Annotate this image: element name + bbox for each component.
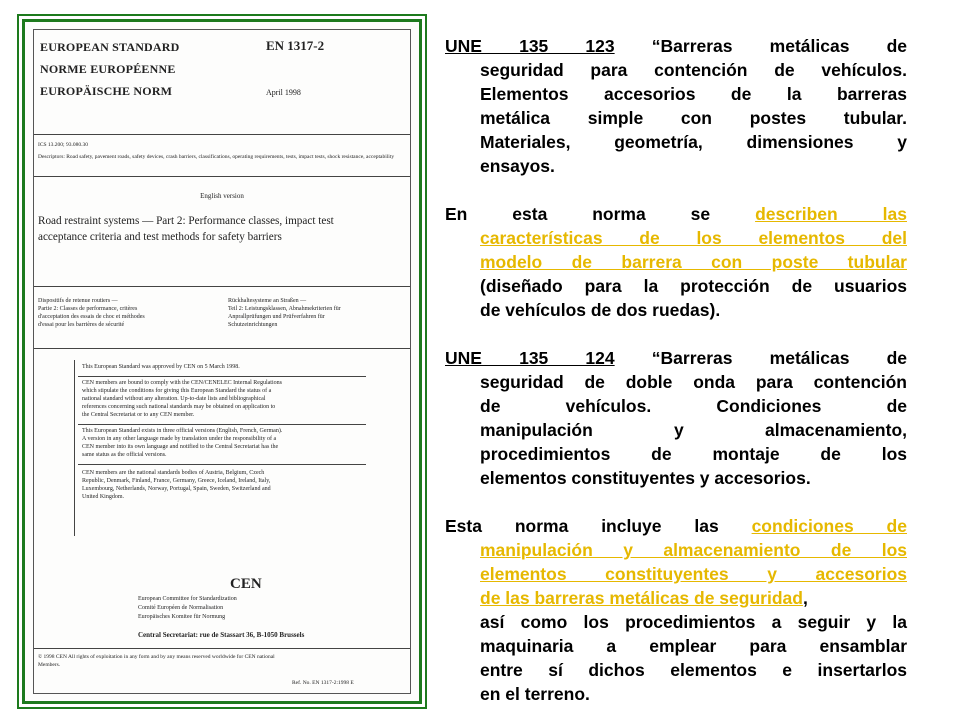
highlighted-phrase: manipulación y almacenamiento de los: [480, 540, 907, 560]
std-label-fr: NORME EUROPÉENNE: [40, 62, 176, 76]
text-line: ensayos.: [480, 156, 555, 176]
spacer: [445, 178, 907, 202]
std-label-en: EUROPEAN STANDARD: [40, 40, 180, 54]
text-line: seguridad de doble onda para contención: [480, 372, 907, 392]
text-line: en el terreno.: [480, 684, 590, 704]
descriptors: Descriptors: Road safety, pavement roads, safety devices, crash barriers, classifications, operating requirements, tests, impact tests, shock resistance, acceptability: [38, 154, 395, 160]
reference-number: Ref. No. EN 1317-2:1998 E: [292, 680, 354, 686]
divider: [34, 348, 410, 349]
highlighted-phrase: de las barreras metálicas de seguridad: [480, 588, 803, 608]
text-line: Elementos accesorios de la barreras: [480, 84, 907, 104]
text-line: Materiales, geometría, dimensiones y: [480, 132, 907, 152]
title-de-4: Schutzeinrichtungen: [228, 322, 278, 328]
title-line-2: acceptance criteria and test methods for safety barriers: [38, 231, 282, 243]
standard-code-une-135-123: UNE 135 123: [445, 36, 615, 56]
divider: [78, 464, 366, 465]
versions-p2-4: same status as the official versions.: [82, 452, 167, 458]
standard-number: EN 1317-2: [266, 38, 325, 53]
paragraph-une-135-124: [445, 346, 907, 490]
text-line: de vehículos de dos ruedas).: [480, 300, 721, 320]
approval-note: This European Standard was approved by CEN on 5 March 1998.: [82, 364, 240, 370]
text-line: así como los procedimientos a seguir y la: [480, 612, 907, 632]
text-line: procedimientos de montaje de los: [480, 444, 907, 464]
title-de-1: Rückhaltesysteme an Straßen —: [228, 298, 307, 304]
central-secretariat: Central Secretariat: rue de Stassart 36, B-1050 Brussels: [138, 631, 305, 639]
spacer: [445, 490, 907, 514]
text-line: “Barreras metálicas de: [651, 348, 907, 368]
paragraph-incluye: [445, 514, 907, 706]
text-line: En esta norma se: [445, 204, 711, 224]
divider: [34, 286, 410, 287]
document-frame: [17, 14, 427, 709]
divider: [78, 424, 366, 425]
cen-name-en: European Committee for Standardization: [138, 596, 237, 602]
comma: ,: [802, 588, 808, 608]
standard-cover-page: [33, 29, 411, 694]
cen-name-de: Europäisches Komitee für Normung: [138, 614, 226, 620]
text-line: Esta norma incluye las: [445, 516, 719, 536]
members-p1-1: CEN members are bound to comply with the CEN/CENELEC Internal Regulations: [82, 380, 282, 386]
text-line: metálica simple con postes tubular.: [480, 108, 907, 128]
title-fr-4: d'essai pour les barrières de sécurité: [38, 322, 125, 328]
document-frame-inner: [22, 19, 422, 704]
text-line: manipulación y almacenamiento,: [480, 420, 907, 440]
version-label: English version: [200, 192, 244, 200]
highlighted-phrase: elementos constituyentes y accesorios: [480, 564, 907, 584]
title-de-3: Anprallprüfungen und Prüfverfahren für: [228, 314, 325, 320]
countries-p3-1: CEN members are the national standards bodies of Austria, Belgium, Czech: [82, 470, 265, 476]
title-line-1: Road restraint systems — Part 2: Performance classes, impact test: [38, 215, 334, 227]
margin-rule: [74, 360, 75, 536]
divider: [34, 134, 410, 135]
text-column: [445, 34, 907, 706]
countries-p3-2: Republic, Denmark, Finland, France, Germany, Greece, Iceland, Ireland, Italy,: [82, 478, 271, 484]
versions-p2-3: CEN member into its own language and notified to the Central Secretariat has the: [82, 444, 279, 450]
cen-logo-text: CEN: [230, 576, 262, 592]
text-line: seguridad para contención de vehículos.: [480, 60, 907, 80]
members-p1-4: references concerning such national standards may be obtained on application to: [82, 404, 276, 410]
copyright-line-2: Members.: [38, 662, 61, 668]
text-line: (diseñado para la protección de usuarios: [480, 276, 907, 296]
title-fr-3: d'acceptation des essais de choc et méthodes: [38, 314, 145, 320]
paragraph-describen: [445, 202, 907, 322]
title-de-2: Teil 2: Leistungsklassen, Abnahmekriterien für: [228, 306, 341, 312]
text-line: “Barreras metálicas de: [651, 36, 907, 56]
copyright-line-1: © 1998 CEN All rights of exploitation in any form and by any means reserved worldwide for CEN national: [38, 654, 275, 660]
members-p1-3: national standard without any alteration. Up-to-date lists and bibliographical: [82, 396, 266, 402]
members-p1-5: the Central Secretariat or to any CEN member.: [82, 412, 195, 418]
cen-name-fr: Comité Européen de Normalisation: [138, 605, 224, 611]
highlighted-phrase: describen las: [755, 204, 907, 224]
text-line: elementos constituyentes y accesorios.: [480, 468, 811, 488]
highlighted-phrase: características de los elementos del: [480, 228, 907, 248]
highlighted-phrase: condiciones de: [751, 516, 907, 536]
standard-code-une-135-124: UNE 135 124: [445, 348, 615, 368]
standard-date: April 1998: [266, 88, 301, 97]
ics-code: ICS 13.200; 93.080.30: [38, 142, 88, 148]
versions-p2-1: This European Standard exists in three official versions (English, French, German).: [82, 428, 283, 434]
paragraph-une-135-123: [445, 34, 907, 178]
divider: [78, 376, 366, 377]
text-line: de vehículos. Condiciones de: [480, 396, 907, 416]
title-fr-1: Dispositifs de retenue routiers —: [38, 298, 118, 304]
text-line: maquinaria a emplear para ensamblar: [480, 636, 907, 656]
highlighted-phrase: modelo de barrera con poste tubular: [480, 252, 907, 272]
versions-p2-2: A version in any other language made by translation under the responsibility of a: [82, 436, 277, 442]
countries-p3-4: United Kingdom.: [82, 494, 124, 500]
title-fr-2: Partie 2: Classes de performance, critères: [38, 306, 138, 312]
text-line: entre sí dichos elementos e insertarlos: [480, 660, 907, 680]
members-p1-2: which stipulate the conditions for giving this European Standard the status of a: [82, 388, 272, 394]
spacer: [445, 322, 907, 346]
std-label-de: EUROPÄISCHE NORM: [40, 84, 173, 98]
divider: [34, 648, 410, 649]
divider: [34, 176, 410, 177]
countries-p3-3: Luxembourg, Netherlands, Norway, Portugal, Spain, Sweden, Switzerland and: [82, 486, 271, 492]
